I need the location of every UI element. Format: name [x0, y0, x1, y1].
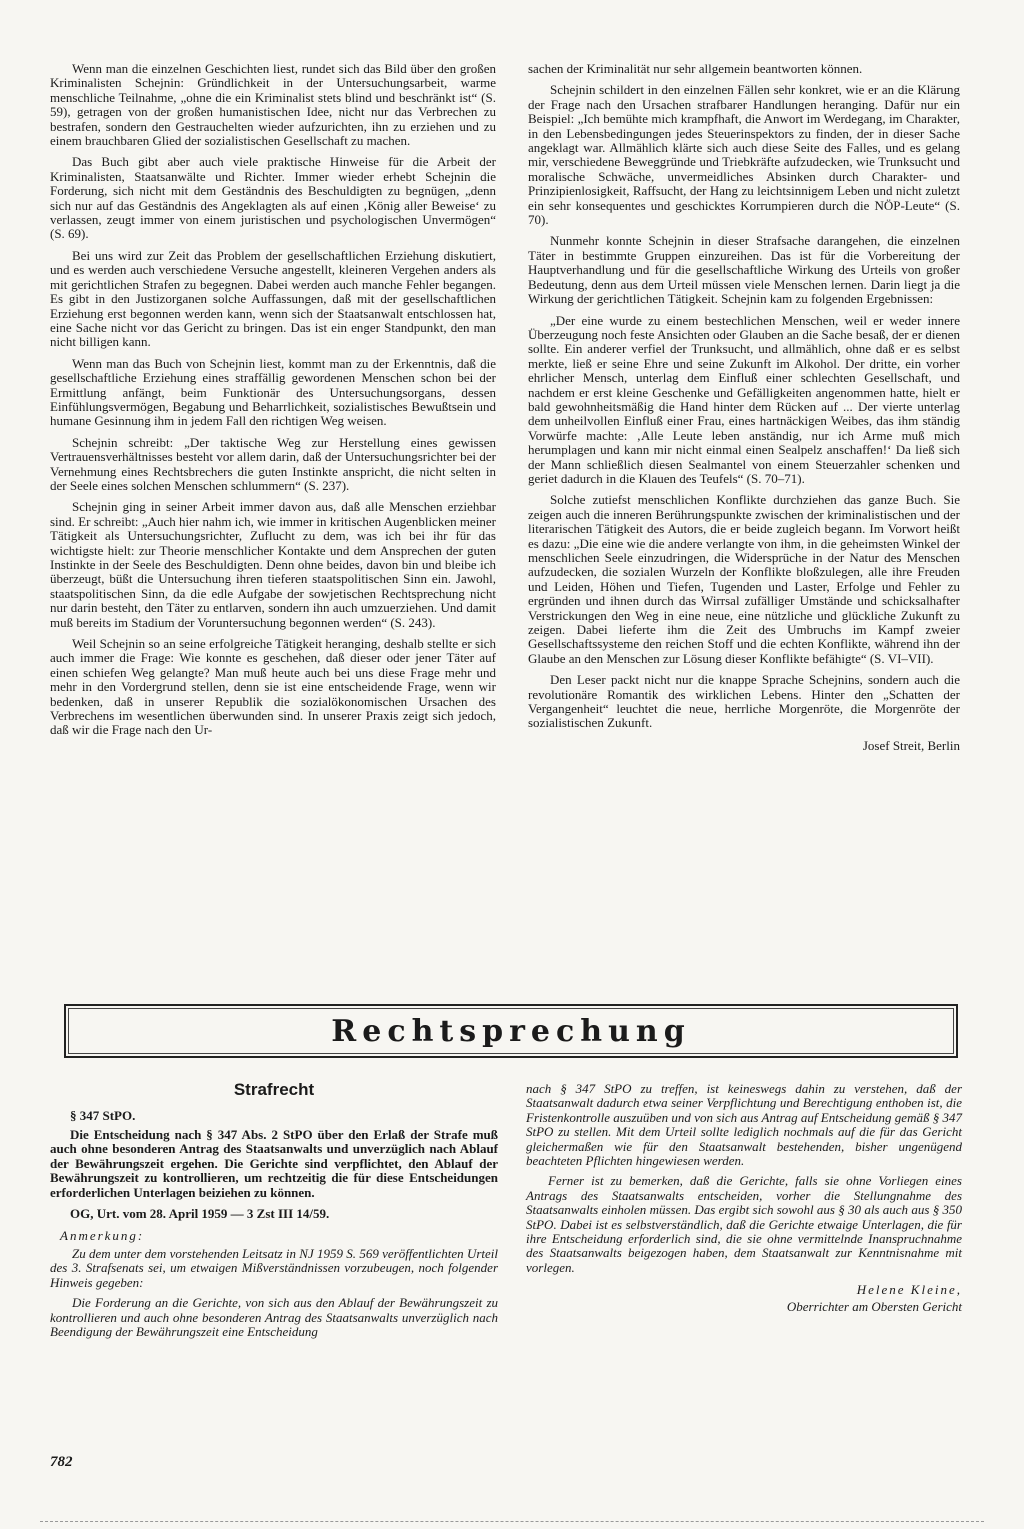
paragraph: Bei uns wird zur Zeit das Problem der gesellschaftlichen Erziehung diskutiert, und es werden auch verschiedene Versuche angestellt, kleineren Vergehen anders als mit gerichtlichen Strafen zu begegnen. Dabei werden auch manche Fehler begangen. Es gibt in den Justizorganen solche Auffassungen, daß mit der gesellschaftlichen Erziehung erst begonnen werden kann, wenn sich der Staatsanwalt entschlossen hat, eine Sache nicht vor das Gericht zu bringen. Das ist ein enger Standpunkt, den man nicht billigen kann.: [50, 247, 496, 350]
paragraph: nach § 347 StPO zu treffen, ist keineswegs dahin zu verstehen, daß der Staatsanwalt dadurch etwa seiner Verpflichtung und Berechtigung enthoben ist, die Fristenkontrolle auszuüben und von sich aus Antrag auf Entscheidung gemäß § 347 StPO zu stellen. Mit dem Urteil sollte lediglich nochmals auf die für das Gericht gleichermaßen wie für den Staatsanwalt bestehenden, bisher ungenügend beachteten Pflichten hingewiesen werden.: [526, 1081, 962, 1169]
paragraph: Das Buch gibt aber auch viele praktische Hinweise für die Arbeit der Kriminalisten, Staatsanwälte und Richter. Immer wieder erhebt Schejnin die Forderung, sich nicht mit dem Geständnis des Beschuldigten zu begnügen, „denn sich nur auf das Geständnis des Angeklagten als auf einen ‚König aller Beweise‘ zu verlassen, zeugt immer von einem juristischen und psychologischen Unvermögen“ (S. 69).: [50, 154, 496, 242]
article-right-column: [528, 62, 960, 754]
footer-divider: [40, 1521, 984, 1522]
court-citation: OG, Urt. vom 28. April 1959 — 3 Zst III 14/59.: [70, 1206, 330, 1222]
article-left-column: [50, 62, 496, 745]
section-title: Rechtsprechung: [331, 1014, 691, 1049]
page-number: 782: [50, 1454, 73, 1470]
paragraph: Die Forderung an die Gerichte, von sich aus den Ablauf der Bewährungszeit zu kontrollieren und auch ohne besonderen Antrag des Staatsanwalts unverzüglich nach Beendigung der Bewährungszeit eine Entscheidung: [50, 1295, 498, 1340]
law-reference: § 347 StPO.: [70, 1108, 136, 1123]
paragraph: Weil Schejnin so an seine erfolgreiche Tätigkeit heranging, deshalb stellte er sich auch immer die Frage: Wie konnte es geschehen, daß dieser oder jener Täter auf einen schiefen Weg gelangte? Man muß heute auch bei uns diese Frage mehr und mehr in den Vordergrund stellen, denn sie ist eine entscheidende Frage, wenn wir bedenken, daß in unserer Republik die sozialökonomischen Ursachen des Verbrechens im wesentlichen überwunden sind. In unserer Praxis zeigt sich jedoch, daß wir die Frage nach den Ur-: [50, 636, 496, 738]
paragraph: Schejnin schreibt: „Der taktische Weg zur Herstellung eines gewissen Vertrauensverhältnisses besteht vor allem darin, daß der Untersuchungsrichter bei der Vernehmung eines Rechtsbrechers die guten Instinkte anspricht, die nicht selten in der Seele eines solchen Menschen schlummern“ (S. 237).: [50, 434, 496, 493]
remark-signature: [526, 1281, 962, 1315]
section-subheading: Strafrecht: [233, 1080, 315, 1099]
paragraph: Den Leser packt nicht nur die knappe Sprache Schejnins, sondern auch die revolutionäre Romantik des wirklichen Lebens. Hinter den „Schatten der Vergangenheit“ leuchtet die neue, herrliche Morgenröte, die Morgenröte der sozialistischen Zukunft.: [528, 672, 960, 731]
author-signature: Josef Streit, Berlin: [862, 737, 960, 753]
headnote-text: Die Entscheidung nach § 347 Abs. 2 StPO über den Erlaß der Strafe muß auch ohne besonderen Antrag des Staatsanwalts und unverzüglich nach Ablauf der Bewährungszeit ergehen. Die Gerichte sind verpflichtet, den Ablauf der Bewährungszeit zu kontrollieren, um rechtzeitig die für diese Entscheidungen erforderlichen Unterlagen beiziehen zu können.: [50, 1127, 498, 1200]
section-header-box: [64, 1004, 958, 1058]
paragraph: Wenn man die einzelnen Geschichten liest, rundet sich das Bild über den großen Kriminalisten Schejnin: Gründlichkeit in der Untersuchungsarbeit, warme menschliche Teilnahme, „ohne die ein Kriminalist stets blind und beschränkt ist“ (S. 59), getragen von der großen humanistischen Idee, nicht nur das Verbrechen zu bestrafen, sondern den Gestrauchelten wieder aufzurichten, ihn zu erziehen und zu einem brauchbaren Glied der sozialistischen Gesellschaft zu machen.: [50, 61, 496, 149]
headnote: [50, 1128, 498, 1200]
paragraph: Ferner ist zu bemerken, daß die Gerichte, falls sie ohne Vorliegen eines Antrags des Staatsanwalts entscheiden, vorher die Stellungnahme des Staatsanwalts einholen müssen. Das ergibt sich sowohl aus § 30 als auch aus § 350 StPO. Dabei ist es selbstverständlich, daß die Gerichte etwaige Unterlagen, die für ihre Entscheidung erforderlich sind, die sie ohne vermittelnde Inanspruchnahme des Staatsanwalts beigezogen haben, dem Staatsanwalt zur Kenntnisnahme mit vorlegen.: [526, 1173, 962, 1275]
paragraph: sachen der Kriminalität nur sehr allgemein beantworten können.: [528, 61, 863, 76]
paragraph: Schejnin schildert in den einzelnen Fällen sehr konkret, wie er an die Klärung der Frage nach den Ursachen strafbarer Handlungen heranging. Dafür nur ein Beispiel: „Ich bemühte mich krampfhaft, die Anwort im Werdegang, im Charakter, in den Lebensbedingungen jedes Steuerinspektors zu finden, der in dieser Sache angeklagt war. Allmählich klärte sich auch diese Seite des Falles, und es gelang mir, verschiedene Beweggründe und Triebkräfte aufzudecken, wie Trunksucht und moralische Schwäche, unvermeidliches Absinken durch Charakter- und Prinzipienlosigkeit, Raffsucht, der Hang zu leichtsinnigem Leben und nicht zuletzt ein sehr konsequentes und geschicktes Korrumpieren durch die NÖP-Leute“ (S. 70).: [528, 82, 960, 228]
paragraph: Nunmehr konnte Schejnin in dieser Strafsache darangehen, die einzelnen Täter in bestimmte Gruppen einzureihen. Das ist für die Vorbereitung der Hauptverhandlung und für die gesellschaftliche Wirkung des Urteils von großer Bedeutung, denn aus dem Urteil müssen viele Menschen lernen. Darin liegt ja die Wirkung der gerichtlichen Tätigkeit. Schejnin kam zu folgenden Ergebnissen:: [528, 233, 960, 307]
ruling-right-column: [526, 1082, 962, 1315]
paragraph: Zu dem unter dem vorstehenden Leitsatz in NJ 1959 S. 569 veröffentlichten Urteil des 3. Strafsenats sei, um etwaigen Mißverständnissen vorzubeugen, noch folgender Hinweis gegeben:: [50, 1246, 498, 1290]
paragraph: „Der eine wurde zu einem bestechlichen Menschen, weil er weder innere Überzeugung noch feste Ansichten oder Glauben an die Sache besaß, der er dienen sollte. Ein anderer verfiel der Trunksucht, und allmählich, ohne daß er es selbst merkte, ließ er seine Ehre und seine Zukunft im Alkohol. Der dritte, ein vorher ehrlicher Mensch, unterlag dem Einfluß einer schlechten Gesellschaft, und nachdem er erst kleine Geschenke und Gefälligkeiten angenommen hatte, hielt er bald gewohnheitsmäßig die Hand hinter dem Rücken auf ... Der vierte unterlag dem unheilvollen Einfluß einer Frau, eines hartnäckigen Weibes, das ihm ständig Vorwürfe machte: ‚Alle Leute leben anständig, nur ich Arme muß mich herumplagen und kann mir nicht einmal einen Sealpelz anschaffen!‘ Da ließ sich der Mann schließlich diesen Sealmantel von einem Steuerzahler schenken und geriet dadurch in die Klauen des Teufels“ (S. 70–71).: [528, 312, 960, 486]
signature-title: Oberrichter am Obersten Gericht: [786, 1299, 962, 1315]
paragraph: Solche zutiefst menschlichen Konflikte durchziehen das ganze Buch. Sie zeigen auch die inneren Berührungspunkte zwischen der kriminalistischen und der literarischen Tätigkeit des Autors, die er beide zugleich begann. Im Vorwort heißt es dazu: „Die eine wie die andere verlangte von ihm, in die geheimsten Winkel der menschlichen Seele einzudringen, die Widersprüche in der Natur des Menschen aufzudecken, die sozialen Wurzeln der Konflikte bloßzulegen, alle ihre Freuden und Leiden, Höhen und Tiefen, Tugenden und Laster, Erfolge und Fehler zu ergründen und ihnen durch das Wirrsal zufälliger Umstände und schicksalhafter Verstrickungen den Weg in eine neue, eine nützliche und glückliche Zukunft zu zeigen. Dabei lieferte ihm die Zeit des Umbruchs im Kampf zweier Gesellschaftssysteme den reichen Stoff und die echten Konflikte, während ihn der Glaube an den Menschen zur Lösung dieser Konflikte befähigte“ (S. VI–VII).: [528, 492, 960, 666]
ruling-left-column: [50, 1080, 498, 1345]
paragraph: Wenn man das Buch von Schejnin liest, kommt man zu der Erkenntnis, daß die gesellschaftliche Erziehung eines straffällig gewordenen Menschen schon bei der Ermittlung anfängt, beim Funktionär des Untersuchungsorgans, dessen Einfühlungsvermögen, Begabung und Beharrlichkeit, sozialistisches Bewußtsein und humane Gesinnung ihm in jedem Fall den richtigen Weg weisen.: [50, 355, 496, 429]
remark-text: [50, 1247, 498, 1339]
remark-label: Anmerkung:: [60, 1228, 145, 1244]
signature-name: Helene Kleine,: [856, 1282, 962, 1298]
paragraph: Schejnin ging in seiner Arbeit immer davon aus, daß alle Menschen erziehbar sind. Er schreibt: „Auch hier nahm ich, wie immer in kritischen Augenblicken meiner Tätigkeit als Untersuchungsrichter, Zuflucht zu dem, was ich bei ihr für das wichtigste hielt: zur Theorie menschlicher Kontakte und dem Ansprechen der guten Instinkte in der Seele des Beschuldigten. Denn ohne beides, davon bin und bleibe ich überzeugt, büßt die Untersuchung ihren tieferen staatspolitischen Sinn ein. Jawohl, staatspolitischen Sinn, da die edle Aufgabe der sowjetischen Rechtsprechung nicht nur darin besteht, den Täter zu entlarven, sondern ihn auch umzuerziehen. Und damit muß bereits im Stadium der Voruntersuchung begonnen werden“ (S. 243).: [50, 499, 496, 630]
